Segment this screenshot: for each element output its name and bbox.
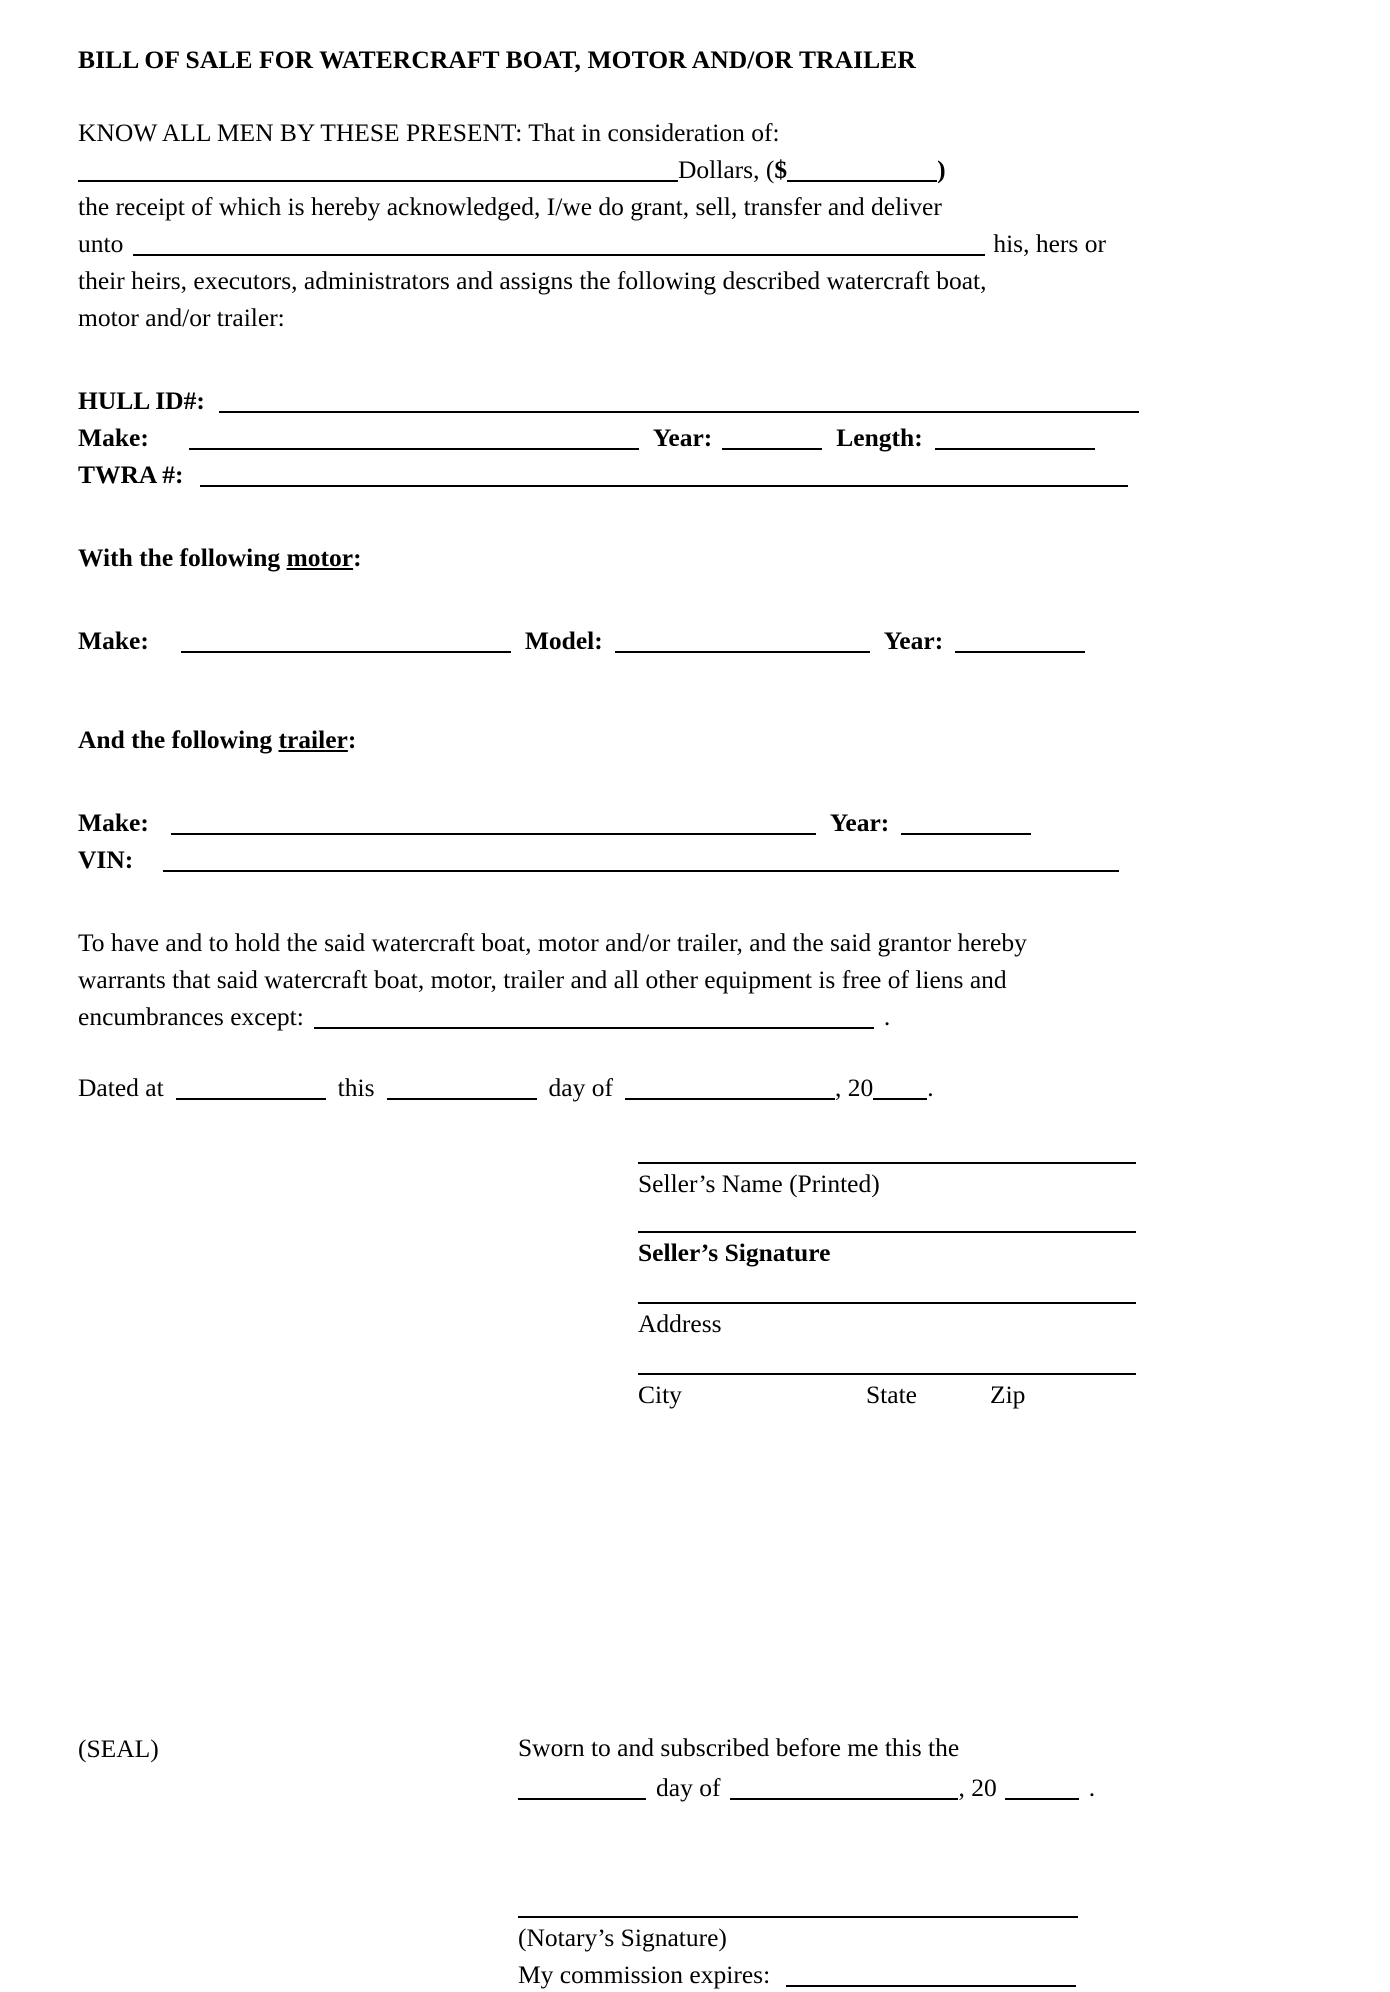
city-label: City bbox=[638, 1380, 682, 1410]
buyer-name-blank[interactable] bbox=[133, 254, 985, 256]
boat-details-block bbox=[78, 382, 1263, 493]
motor-heading-word: motor bbox=[286, 543, 354, 573]
seal-label: (SEAL) bbox=[78, 1734, 159, 1764]
motor-heading-prefix: With the following bbox=[78, 543, 287, 573]
address-label: Address bbox=[638, 1309, 722, 1339]
notary-month-blank[interactable] bbox=[730, 1798, 958, 1800]
notary-year-blank[interactable] bbox=[1005, 1798, 1079, 1800]
seller-signature-label: Seller’s Signature bbox=[638, 1238, 831, 1268]
trailer-vin-row bbox=[78, 841, 1263, 878]
encumbrances-label: encumbrances except: bbox=[78, 1002, 304, 1032]
trailer-vin-label: VIN: bbox=[78, 845, 134, 875]
boat-make-year-length-row bbox=[78, 419, 1263, 456]
know-all-men-line bbox=[78, 114, 1263, 151]
trailer-heading-word: trailer bbox=[278, 725, 348, 755]
notary-day-blank[interactable] bbox=[518, 1798, 646, 1800]
dated-year-blank[interactable] bbox=[873, 1098, 927, 1100]
seller-signature-group bbox=[638, 1231, 1168, 1270]
state-label: State bbox=[866, 1380, 917, 1410]
dollar-sign: $ bbox=[774, 155, 788, 185]
boat-year-blank[interactable] bbox=[722, 448, 822, 450]
notary-period: . bbox=[1088, 1773, 1096, 1803]
warranty-text-2: warrants that said watercraft boat, motor, trailer and all other equipment is free of liens and bbox=[78, 965, 1007, 995]
motor-make-model-year-row bbox=[78, 622, 1263, 659]
trailer-heading-suffix: : bbox=[347, 725, 357, 755]
know-all-men-text: KNOW ALL MEN BY THESE PRESENT: That in consideration of: bbox=[78, 118, 780, 148]
boat-length-blank[interactable] bbox=[935, 448, 1095, 450]
city-state-zip-group bbox=[638, 1373, 1168, 1412]
dated-month-blank[interactable] bbox=[625, 1098, 835, 1100]
hull-id-label: HULL ID#: bbox=[78, 386, 205, 416]
dated-at-label: Dated at bbox=[78, 1073, 164, 1103]
dated-year-prefix: , 20 bbox=[834, 1073, 874, 1103]
close-paren: ) bbox=[937, 155, 946, 185]
motor-heading-suffix: : bbox=[353, 543, 362, 573]
page-title: BILL OF SALE FOR WATERCRAFT BOAT, MOTOR AND/OR TRAILER bbox=[78, 45, 916, 74]
boat-make-blank[interactable] bbox=[189, 448, 639, 450]
notary-year-prefix: , 20 bbox=[958, 1773, 997, 1803]
trailer-heading bbox=[78, 721, 1263, 758]
consideration-amount-words-blank[interactable] bbox=[78, 180, 678, 182]
seller-name-group bbox=[638, 1162, 1168, 1201]
boat-year-label: Year: bbox=[652, 423, 713, 453]
trailer-vin-blank[interactable] bbox=[163, 870, 1119, 872]
motor-trailer-text: motor and/or trailer: bbox=[78, 303, 285, 333]
day-of-label: day of bbox=[548, 1073, 613, 1103]
motor-make-blank[interactable] bbox=[181, 651, 511, 653]
motor-trailer-line bbox=[78, 299, 1263, 336]
heirs-line bbox=[78, 262, 1263, 299]
commission-expires-blank[interactable] bbox=[786, 1985, 1076, 1987]
heirs-text: their heirs, executors, administrators and assigns the following described watercraft boat, bbox=[78, 266, 987, 296]
commission-expires-label: My commission expires: bbox=[518, 1960, 771, 1990]
warranty-line-1 bbox=[78, 924, 1263, 961]
trailer-year-label: Year: bbox=[829, 808, 890, 838]
motor-year-blank[interactable] bbox=[955, 651, 1085, 653]
warranty-line-3 bbox=[78, 998, 1263, 1035]
encumbrances-period: . bbox=[883, 1002, 891, 1032]
motor-make-label: Make: bbox=[78, 626, 149, 656]
motor-heading bbox=[78, 539, 1263, 576]
twra-blank[interactable] bbox=[200, 485, 1128, 487]
dated-row bbox=[78, 1069, 1263, 1106]
boat-make-label: Make: bbox=[78, 423, 149, 453]
notary-sworn-block bbox=[518, 1728, 1218, 1808]
sworn-line: Sworn to and subscribed before me this the bbox=[518, 1733, 960, 1763]
twra-label: TWRA #: bbox=[78, 460, 184, 490]
twra-row bbox=[78, 456, 1263, 493]
motor-section bbox=[78, 539, 1263, 659]
commission-expires-row bbox=[518, 1955, 1218, 1992]
unto-line bbox=[78, 225, 1263, 262]
consideration-block bbox=[78, 114, 1263, 336]
dollars-word: Dollars, ( bbox=[678, 155, 775, 185]
motor-year-label: Year: bbox=[883, 626, 944, 656]
city-state-zip-labels bbox=[638, 1375, 1168, 1412]
dated-at-blank[interactable] bbox=[176, 1098, 326, 1100]
dated-period: . bbox=[927, 1073, 934, 1103]
dollars-line bbox=[78, 151, 1263, 188]
address-group bbox=[638, 1302, 1168, 1341]
dated-day-blank[interactable] bbox=[387, 1098, 537, 1100]
signature-column bbox=[638, 1162, 1168, 1442]
trailer-make-blank[interactable] bbox=[171, 833, 816, 835]
warranty-text-1: To have and to hold the said watercraft boat, motor and/or trailer, and the said grantor hereby bbox=[78, 928, 1027, 958]
encumbrances-blank[interactable] bbox=[314, 1027, 874, 1029]
unto-word: unto bbox=[78, 229, 124, 259]
trailer-make-year-row bbox=[78, 804, 1263, 841]
hull-id-row bbox=[78, 382, 1263, 419]
notary-signature-label: (Notary’s Signature) bbox=[518, 1923, 727, 1953]
this-label: this bbox=[337, 1073, 375, 1103]
his-hers-text: his, hers or bbox=[993, 229, 1106, 259]
receipt-line bbox=[78, 188, 1263, 225]
consideration-amount-numeric-blank[interactable] bbox=[787, 180, 937, 182]
trailer-heading-prefix: And the following bbox=[78, 725, 279, 755]
notary-day-of-label: day of bbox=[656, 1773, 721, 1803]
motor-model-label: Model: bbox=[524, 626, 603, 656]
motor-model-blank[interactable] bbox=[615, 651, 870, 653]
trailer-make-label: Make: bbox=[78, 808, 149, 838]
zip-label: Zip bbox=[990, 1380, 1026, 1410]
warranty-block bbox=[78, 924, 1263, 1035]
hull-id-blank[interactable] bbox=[219, 411, 1139, 413]
trailer-section bbox=[78, 721, 1263, 878]
receipt-text: the receipt of which is hereby acknowledged, I/we do grant, sell, transfer and deliver bbox=[78, 192, 942, 222]
seller-name-label: Seller’s Name (Printed) bbox=[638, 1169, 880, 1199]
dated-line bbox=[78, 1069, 1263, 1106]
notary-date-line bbox=[518, 1768, 1218, 1808]
trailer-year-blank[interactable] bbox=[901, 833, 1031, 835]
boat-length-label: Length: bbox=[836, 423, 923, 453]
document-body bbox=[78, 45, 1263, 1990]
warranty-line-2 bbox=[78, 961, 1263, 998]
notary-row bbox=[78, 1700, 1263, 1820]
